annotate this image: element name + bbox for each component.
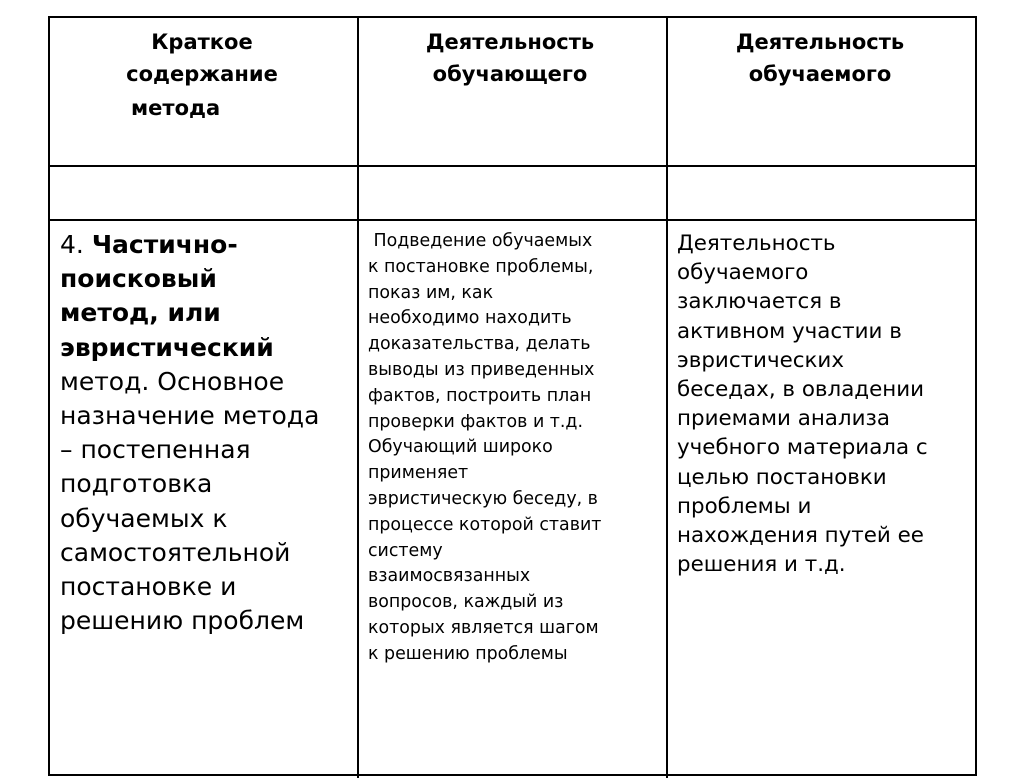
method-title-line bbox=[60, 296, 355, 330]
header-line: Деятельность bbox=[425, 30, 595, 54]
header-teacher-activity bbox=[380, 26, 640, 90]
column-divider bbox=[666, 18, 668, 778]
text-line: процессе которой ставит bbox=[368, 514, 602, 535]
method-title: Частично- bbox=[91, 230, 238, 259]
text-line: фактов, построить план bbox=[368, 385, 592, 406]
text-line: выводы из приведенных bbox=[368, 359, 595, 380]
text-line: Деятельность bbox=[677, 231, 836, 256]
text-line: проверки фактов и т.д. bbox=[368, 411, 583, 432]
student-activity-text bbox=[677, 229, 973, 579]
text-line: эвристических bbox=[677, 347, 844, 373]
header-line: содержание bbox=[126, 62, 278, 86]
text-line: решения и т.д. bbox=[677, 552, 846, 578]
text-line: эвристическую беседу, в bbox=[368, 488, 598, 509]
method-text-line: постановке и bbox=[60, 572, 237, 602]
method-text-line: самостоятельной bbox=[60, 537, 291, 567]
header-line: метода bbox=[131, 96, 221, 120]
text-line: целью постановки bbox=[677, 464, 887, 490]
method-text-line: назначение метода bbox=[60, 401, 320, 431]
method-title-line bbox=[60, 228, 355, 262]
text-line: которых является шагом bbox=[368, 617, 599, 638]
text-line: приемами анализа bbox=[677, 406, 890, 432]
header-line: обучающего bbox=[432, 62, 588, 86]
text-line: активном участии в bbox=[677, 318, 902, 344]
text-line: к постановке проблемы, bbox=[368, 256, 594, 277]
header-line: Краткое bbox=[151, 30, 253, 54]
text-line: необходимо находить bbox=[368, 308, 572, 329]
text-line: к решению проблемы bbox=[368, 643, 568, 664]
text-line: Обучающий широко bbox=[368, 437, 553, 458]
text-line: систему bbox=[368, 540, 443, 561]
method-title: метод, или bbox=[60, 298, 221, 328]
text-line: доказательства, делать bbox=[368, 334, 591, 355]
method-text-line: решению проблем bbox=[60, 606, 305, 636]
text-line: нахождения путей ее bbox=[677, 523, 924, 549]
method-title: эвристический bbox=[60, 332, 274, 362]
text-line: учебного материала с bbox=[677, 435, 928, 461]
method-description bbox=[60, 228, 355, 638]
text-line: применяет bbox=[368, 463, 469, 484]
header-line: обучаемого bbox=[748, 62, 892, 86]
row-divider bbox=[50, 165, 975, 167]
method-text-line: подготовка bbox=[60, 469, 213, 499]
method-title-line bbox=[60, 262, 355, 296]
method-number: 4. bbox=[60, 230, 92, 259]
row-divider bbox=[50, 219, 975, 221]
method-title-line bbox=[60, 331, 355, 365]
text-line: Подведение обучаемых bbox=[368, 231, 593, 251]
text-line: проблемы и bbox=[677, 493, 812, 519]
text-line: обучаемого bbox=[677, 260, 809, 286]
method-table bbox=[48, 16, 977, 776]
header-method-summary bbox=[102, 26, 302, 124]
column-divider bbox=[357, 18, 359, 778]
text-line: показ им, как bbox=[368, 282, 494, 303]
method-title: поисковый bbox=[60, 264, 217, 294]
text-line: взаимосвязанных bbox=[368, 566, 531, 587]
method-text-line: – постепенная bbox=[60, 435, 251, 465]
text-line: беседах, в овладении bbox=[677, 377, 925, 403]
header-line: Деятельность bbox=[735, 30, 905, 54]
teacher-activity-text bbox=[368, 229, 660, 668]
text-line: вопросов, каждый из bbox=[368, 592, 564, 613]
method-text-line: метод. Основное bbox=[60, 366, 285, 396]
header-student-activity bbox=[690, 26, 950, 90]
method-text-line: обучаемых к bbox=[60, 503, 228, 533]
text-line: заключается в bbox=[677, 289, 842, 315]
